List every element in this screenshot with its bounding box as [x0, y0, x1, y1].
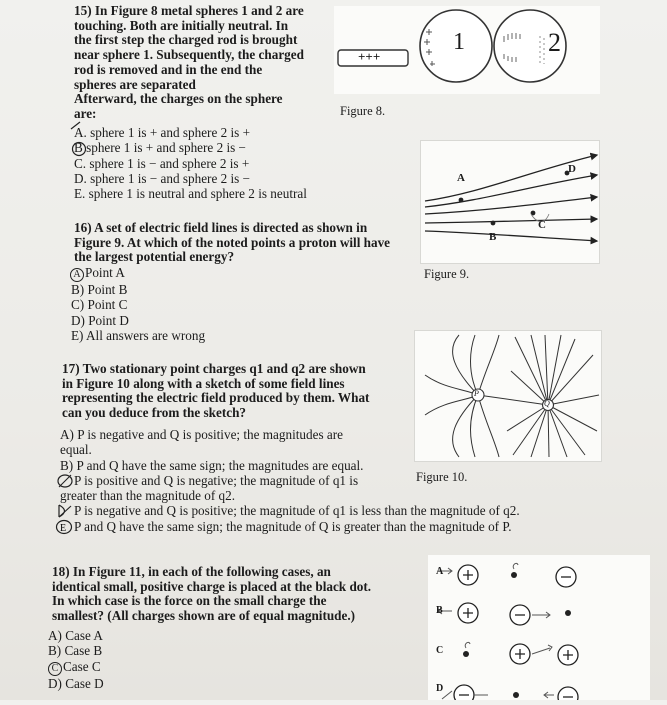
charge-p-label: P: [474, 389, 479, 398]
q15-option-b[interactable]: B sphere 1 is + and sphere 2 is −: [74, 140, 246, 156]
q17-option-c-cont: greater than the magnitude of q2.: [60, 488, 236, 504]
point-d-label: D: [568, 163, 576, 175]
figure-8-caption: Figure 8.: [340, 104, 386, 118]
q16-line: the largest potential energy?: [74, 249, 235, 265]
q16-option-d[interactable]: D) Point D: [71, 312, 129, 328]
point-a-label: A: [457, 172, 465, 184]
q16-option-e[interactable]: E) All answers are wrong: [71, 327, 206, 343]
q16-options: [70, 265, 290, 343]
q15-line: the first step the charged rod is brought: [74, 32, 298, 48]
q17-line: 17) Two stationary point charges q1 and q2 are shown: [62, 361, 366, 376]
q16-option-b[interactable]: B) Point B: [71, 282, 128, 297]
rod-charge-label: +++: [358, 49, 381, 64]
q15-options: [74, 125, 364, 201]
answer-circle-mark: [55, 519, 73, 535]
figure-10: [414, 330, 602, 462]
q15-option-d[interactable]: D. sphere 1 is − and sphere 2 is −: [74, 170, 251, 186]
q16-option-a[interactable]: A Point A: [70, 265, 290, 282]
q18-line: smallest? (All charges shown are of equal magnitude.): [52, 608, 356, 624]
q16-option-c[interactable]: C) Point C: [71, 297, 128, 313]
q18-line: In which case is the force on the small charge the: [52, 593, 327, 609]
case-d-label: D: [436, 683, 444, 694]
q15-option-e[interactable]: E. sphere 1 is neutral and sphere 2 is neutral: [74, 186, 307, 202]
answer-scribble-mark: [56, 503, 74, 519]
q17-line: can you deduce from the sketch?: [62, 405, 247, 421]
q18-option-b[interactable]: B) Case B: [48, 643, 103, 659]
figure-9-field-lines: [421, 141, 599, 263]
figure-10-caption: Figure 10.: [416, 470, 468, 484]
case-c-label: C: [436, 645, 444, 656]
q15-option-c[interactable]: C. sphere 1 is − and sphere 2 is +: [74, 155, 250, 171]
q18-line: 18) In Figure 11, in each of the following cases, an: [52, 564, 331, 579]
q15-line: 15) In Figure 8 metal spheres 1 and 2 are: [74, 3, 304, 18]
q17-option-d[interactable]: P is negative and Q is positive; the magnitude of q1 is less than the magnitude of q2.: [60, 503, 620, 518]
q18-option-a[interactable]: A) Case A: [48, 628, 103, 643]
figure-8: [334, 6, 600, 94]
q18-options: [48, 628, 198, 691]
figure-9-caption: Figure 9.: [424, 267, 470, 281]
q17-option-e[interactable]: E P and Q have the same sign; the magnitude of Q is greater than the magnitude of P.: [60, 519, 620, 534]
q17-option-a[interactable]: A) P is negative and Q is positive; the magnitudes are: [60, 427, 343, 442]
q17-option-c[interactable]: P is positive and Q is negative; the magnitude of q1 is: [60, 473, 620, 488]
q15-text: [74, 4, 329, 122]
sphere-1-label: 1: [453, 29, 465, 55]
q17-option-a-cont: equal.: [60, 442, 92, 458]
answer-circle-mark: [71, 141, 88, 158]
q18-option-c[interactable]: C Case C: [48, 659, 198, 676]
case-a-label: A: [436, 566, 444, 577]
q16-line: 16) A set of electric field lines is directed as shown in: [74, 220, 368, 235]
charge-q-label: Q: [544, 399, 550, 408]
q15-option-a[interactable]: A. sphere 1 is + and sphere 2 is +: [74, 125, 364, 140]
q15-line: Afterward, the charges on the sphere: [74, 91, 283, 107]
q17-line: representing the electric field produced by them. What: [62, 390, 370, 406]
figure-9: [420, 140, 600, 264]
q17-line: in Figure 10 along with a sketch of some field lines: [62, 375, 345, 391]
answer-check-mark: [70, 121, 86, 131]
figure-10-field-lines: [415, 331, 601, 461]
q18-option-d[interactable]: D) Case D: [48, 675, 104, 691]
q16-line: Figure 9. At which of the noted points a proton will have: [74, 234, 391, 250]
point-b-label: B: [489, 231, 497, 243]
case-b-label: B: [436, 605, 443, 616]
q15-line: near sphere 1. Subsequently, the charged: [74, 47, 304, 63]
q17-option-b[interactable]: B) P and Q have the same sign; the magnitudes are equal.: [60, 457, 364, 473]
sphere-2-label: 2: [548, 28, 561, 57]
answer-scribble-mark: [56, 473, 74, 489]
q15-line: are:: [74, 105, 97, 121]
figure-11-cases: [428, 555, 650, 700]
q18-text: [52, 565, 422, 624]
q17-text: [62, 362, 402, 421]
q16-text: [74, 221, 414, 265]
svg-text:E: E: [60, 522, 67, 534]
figure-11: [428, 555, 650, 700]
q18-line: identical small, positive charge is placed at the black dot.: [52, 578, 372, 594]
q15-line: rod is removed and in the end the: [74, 61, 263, 77]
q15-line: spheres are separated: [74, 76, 196, 92]
q15-line: touching. Both are initially neutral. In: [74, 17, 289, 33]
point-c-label: C: [538, 219, 546, 231]
